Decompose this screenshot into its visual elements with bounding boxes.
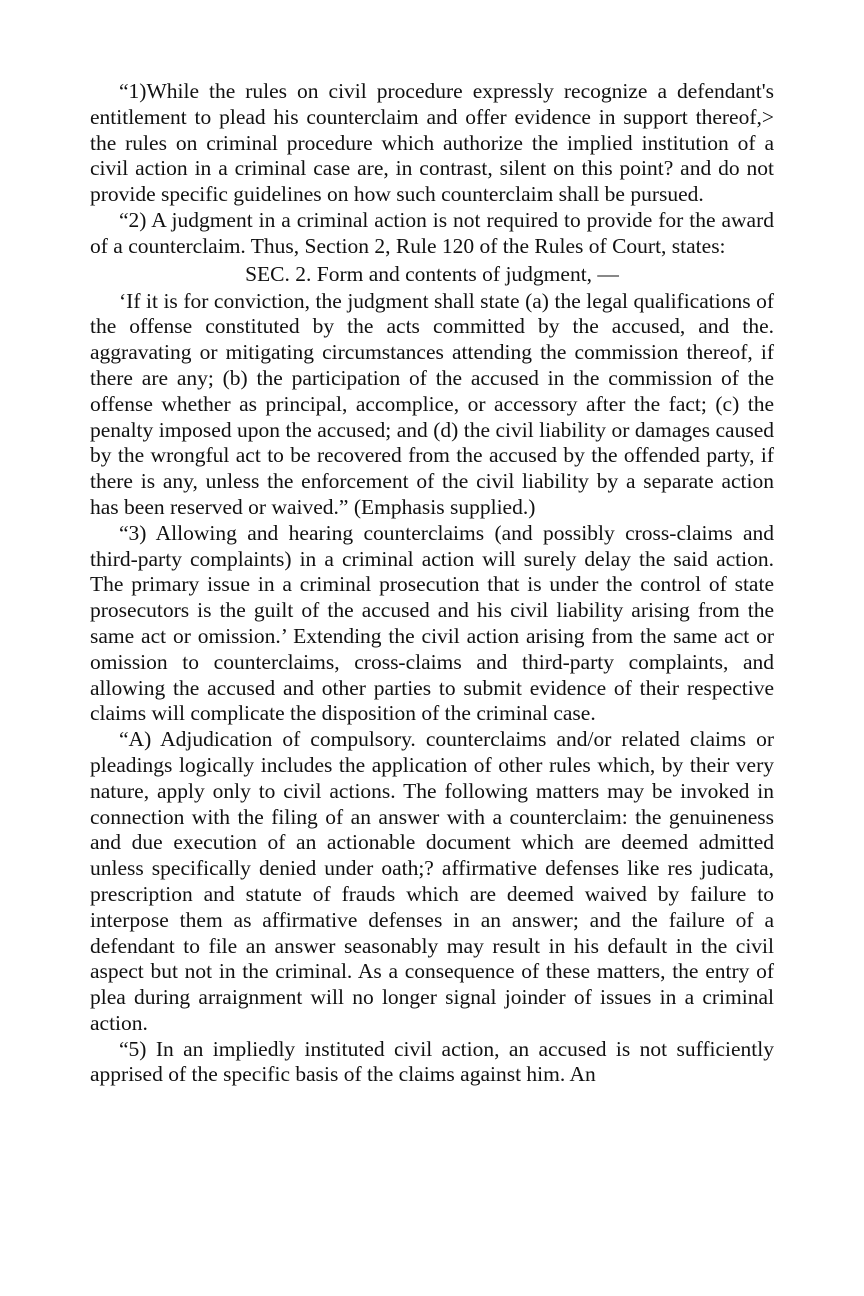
paragraph-4: “A) Adjudication of compulsory. counterclaims and/or related claims or pleadings logically includes the application of other rules which, by their very nature, apply only to civil actions. The following matters may be invoked in connection with the filing of an answer with a counterclaim: the genuineness and due execution of an actionable document which are deemed admitted unless specifically denied under oath;? affirmative defenses like res judicata, prescription and statute of frauds which are deemed waived by failure to interpose them as affirmative defenses in an answer; and the failure of a defendant to file an answer seasonably may result in his default in the civil aspect but not in the criminal. As a consequence of these matters, the entry of plea during arraignment will no longer signal joinder of issues in a criminal action. — [90, 727, 774, 1035]
paragraph-5: “5) In an impliedly instituted civil action, an accused is not sufficiently apprised of the specific basis of the claims against him. An — [90, 1036, 774, 1087]
section-heading: SEC. 2. Form and contents of judgment, — — [245, 261, 619, 286]
paragraph-2: “2) A judgment in a criminal action is not required to provide for the award of a counterclaim. Thus, Section 2, Rule 120 of the Rules of Court, states: — [90, 207, 774, 258]
paragraph-1: “1)While the rules on civil procedure expressly recognize a defendant's entitlement to plead his counterclaim and offer evidence in support thereof,> the rules on criminal procedure which authorize the implied institution of a civil action in a criminal case are, in contrast, silent on this point? and do not provide specific guidelines on how such counterclaim shall be pursued. — [90, 79, 774, 207]
paragraph-3: “3) Allowing and hearing counterclaims (and possibly cross-claims and third-party complaints) in a criminal action will surely delay the said action. The primary issue in a criminal prosecution that is under the control of state prosecutors is the guilt of the accused and his civil liability arising from the same act or omission.’ Extending the civil action arising from the same act or omission to counterclaims, cross-claims and third-party complaints, and allowing the accused and other parties to submit evidence of their respective claims will complicate the disposition of the criminal case. — [90, 520, 774, 726]
quoted-paragraph: ‘If it is for conviction, the judgment shall state (a) the legal qualifications of the offense constituted by the acts committed by the accused, and the. aggravating or mitigating circumstances attending the commission thereof, if there are any; (b) the participation of the accused in the commission of the offense whether as principal, accomplice, or accessory after the fact; (c) the penalty imposed upon the accused; and (d) the civil liability or damages caused by the wrongful act to be recovered from the accused by the offended party, if there is any, unless the enforcement of the civil liability by a separate action has been reserved or waived.” (Emphasis supplied.) — [90, 288, 774, 519]
document-page — [90, 79, 774, 1088]
